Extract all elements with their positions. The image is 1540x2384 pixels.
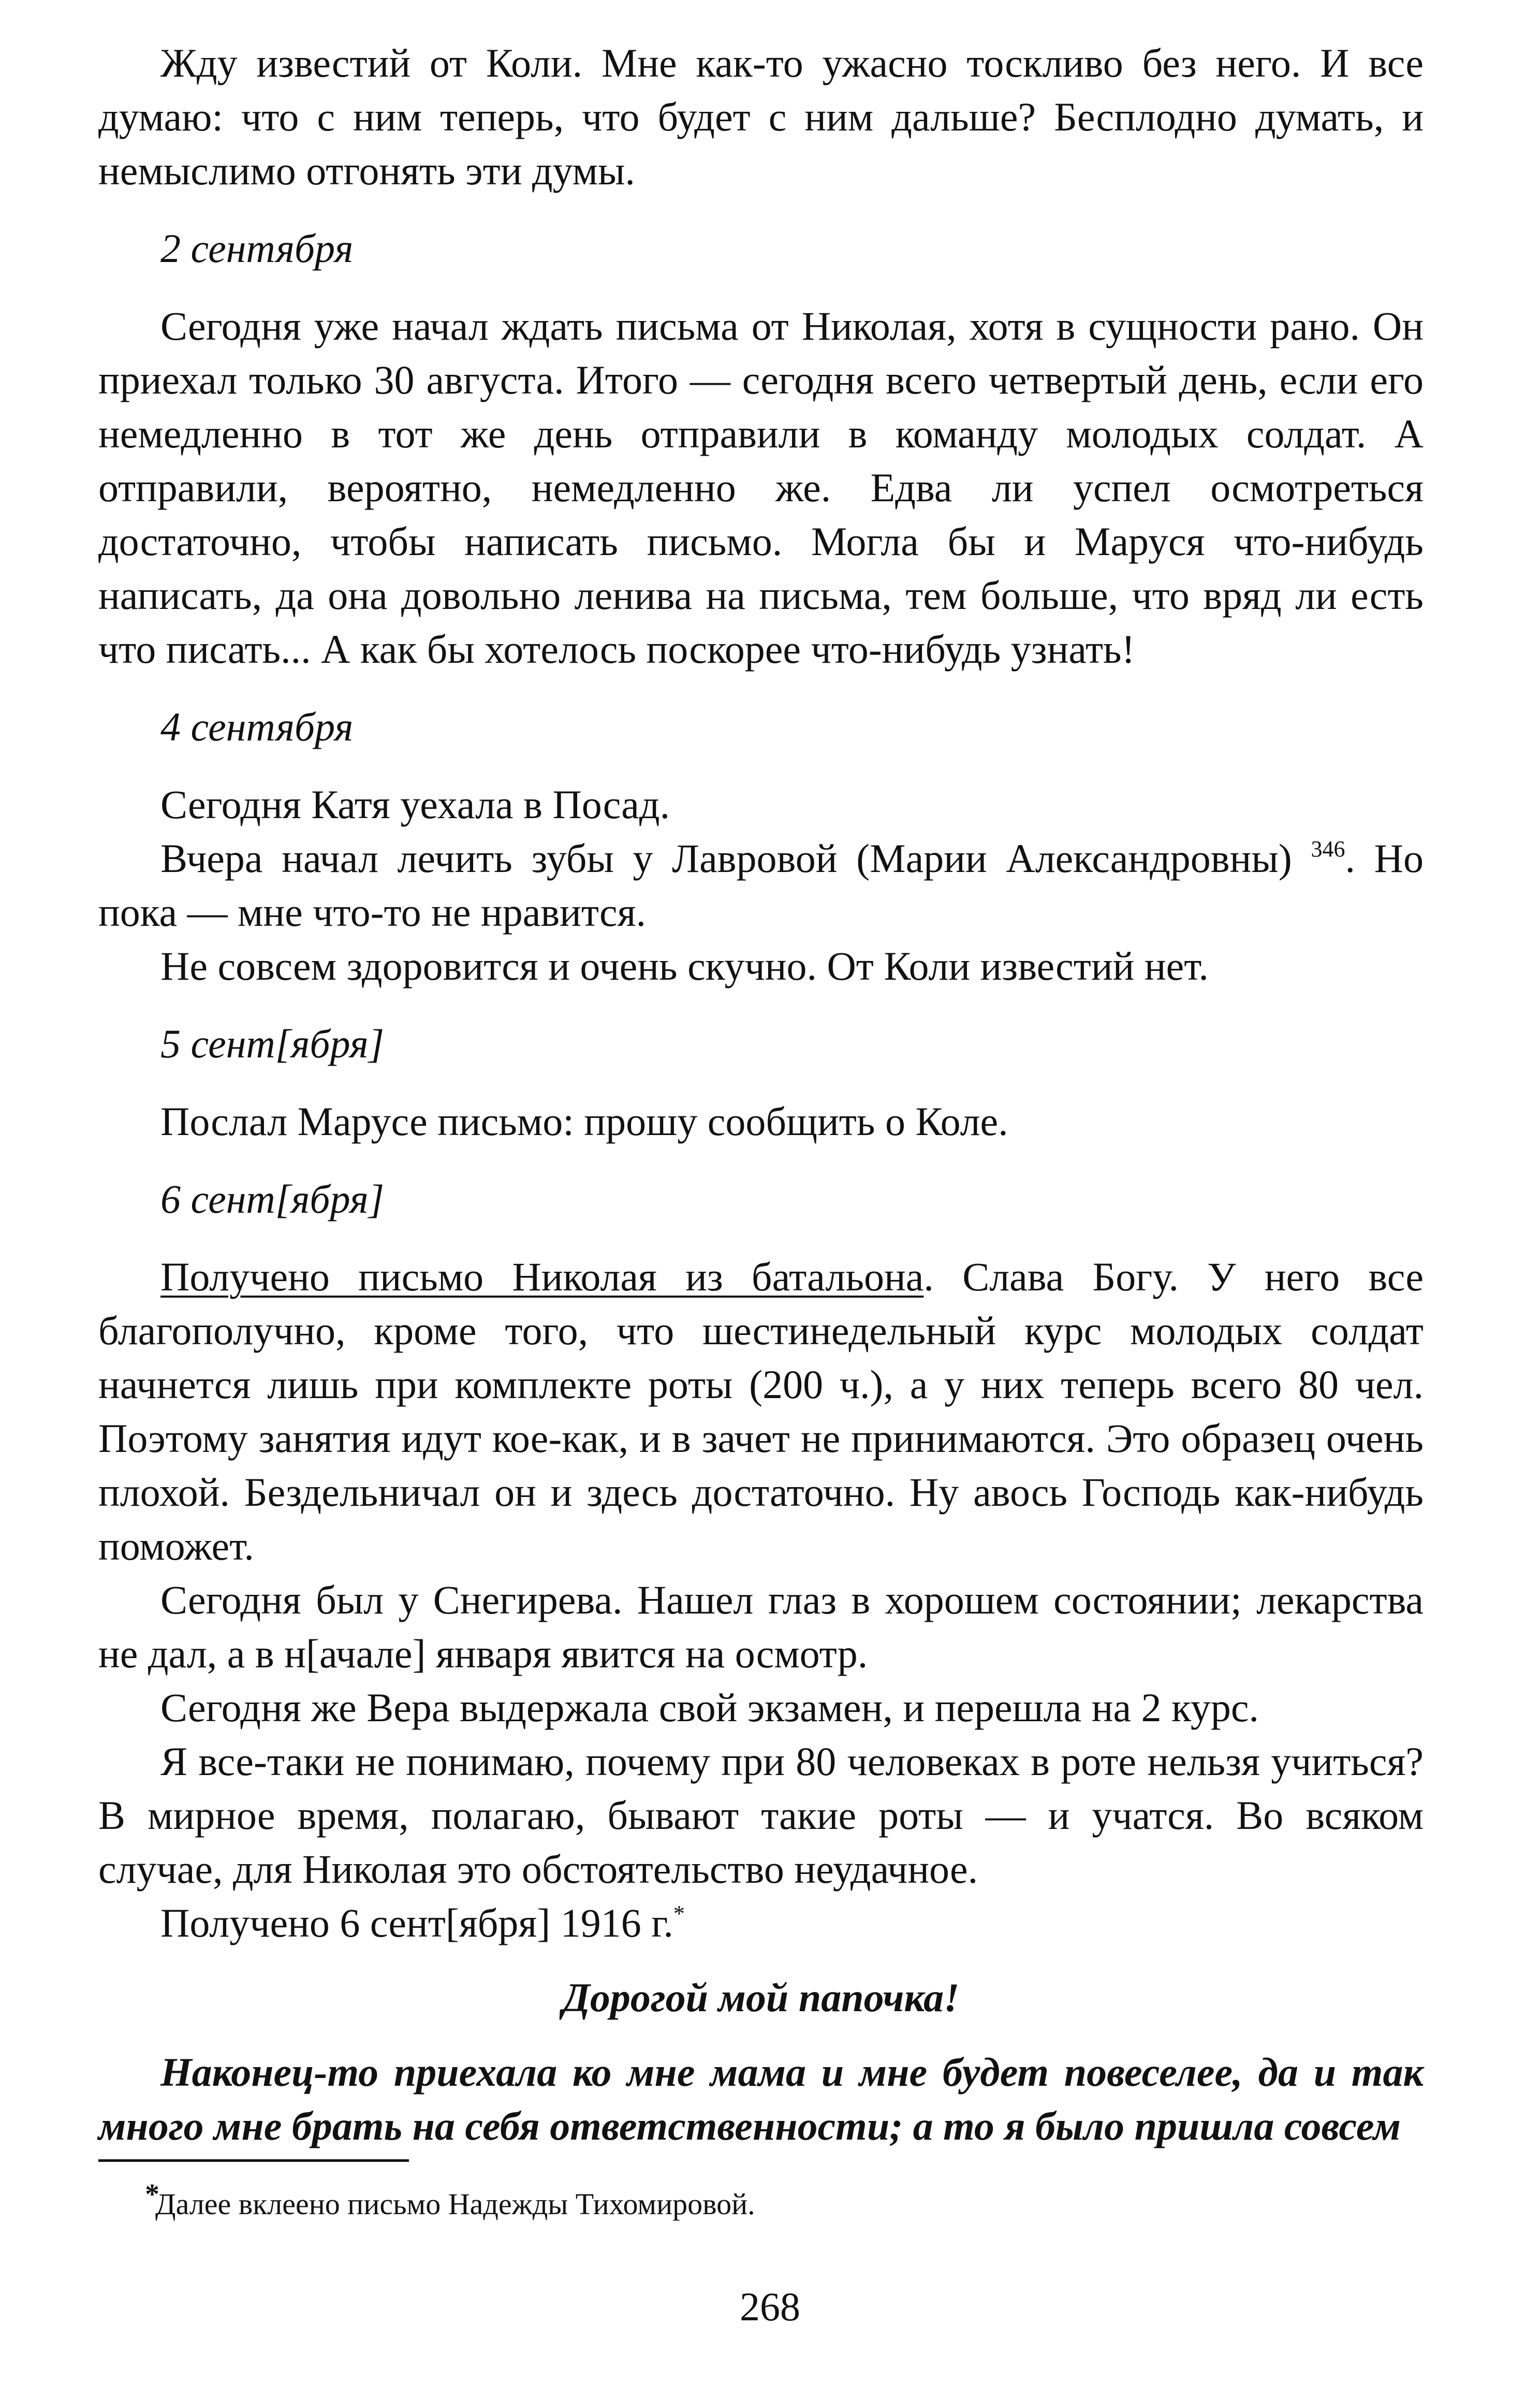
paragraph-text: . Слава Богу. У него все благополучно, кроме того, что шестинедельный курс молодых солдат начнется лишь при комплекте роты (200 ч.), а у них теперь всего 80 чел. Поэтому занятия идут кое-как, и в зачет не принимаются. Это образец очень плохой. Бездельничал он и здесь достаточно. Ну авось Господь как-нибудь поможет.	[98, 1254, 1424, 1568]
paragraph	[98, 1896, 1424, 1950]
paragraph	[98, 1095, 1424, 1149]
date-heading: 5 сент[ября]	[160, 1021, 385, 1066]
date-heading: 2 сентября	[160, 226, 354, 271]
page-number: 268	[740, 2284, 800, 2329]
footnote-divider	[98, 2159, 409, 2162]
paragraph	[98, 1681, 1424, 1735]
paragraph	[98, 778, 1424, 832]
paragraph	[98, 36, 1424, 198]
paragraph	[98, 1735, 1424, 1896]
paragraph-text: Вчера начал лечить зубы у Лавровой (Марии Александровны)	[160, 836, 1292, 881]
underlined-text: Получено письмо Николая из батальона	[160, 1254, 924, 1299]
paragraph	[98, 299, 1424, 676]
paragraph-text: Жду известий от Коли. Мне как-то ужасно тоскливо без него. И все думаю: что с ним теперь, что будет с ним дальше? Бесплодно думать, и немыслимо отгонять эти думы.	[98, 40, 1424, 193]
letter-paragraph	[98, 2045, 1424, 2153]
letter-salutation: Дорогой мой папочка!	[562, 1975, 960, 2020]
paragraph-text: Не совсем здоровится и очень скучно. От Коли известий нет.	[160, 943, 1209, 989]
paragraph-text: Послал Марусе письмо: прошу сообщить о Коле.	[160, 1099, 1008, 1144]
paragraph-text: . Но пока — мне что-то не нравится.	[98, 836, 1424, 935]
paragraph-text: Сегодня уже начал ждать письма от Николая, хотя в сущности рано. Он приехал только 30 августа. Итого — сегодня всего четвертый день, если его немедленно в тот же день отправили в команду молодых солдат. А отправили, вероятно, немедленно же. Едва ли успел осмотреться достаточно, чтобы написать письмо. Могла бы и Маруся что-нибудь написать, да она довольно ленива на письма, тем больше, что вряд ли есть что писать... А как бы хотелось поскорее что-нибудь узнать!	[98, 303, 1424, 672]
paragraph-text: Я все-таки не понимаю, почему при 80 человеках в роте нельзя учиться? В мирное время, полагаю, бывают такие роты — и учатся. Во всяком случае, для Николая это обстоятельство неудачное.	[98, 1739, 1424, 1892]
paragraph-text: Сегодня был у Снегирева. Нашел глаз в хорошем состоянии; лекарства не дал, а в н[ачале] января явится на осмотр.	[98, 1577, 1424, 1676]
footnote-text: Далее вклеено письмо Надежды Тихомировой.	[155, 2187, 755, 2221]
footnote-mark: *	[145, 2178, 159, 2211]
footnote-reference: 346	[1311, 836, 1345, 862]
paragraph	[98, 939, 1424, 993]
paragraph-text: Сегодня же Вера выдержала свой экзамен, и перешла на 2 курс.	[160, 1685, 1259, 1730]
footnote-marker: *	[673, 1901, 685, 1926]
paragraph	[98, 1573, 1424, 1681]
paragraph	[98, 1250, 1424, 1573]
date-heading: 6 сент[ября]	[160, 1176, 385, 1222]
paragraph-text: Получено 6 сент[ября] 1916 г.	[160, 1900, 673, 1945]
paragraph	[98, 832, 1424, 939]
date-heading: 4 сентября	[160, 704, 354, 749]
letter-text: Наконец-то приехала ко мне мама и мне будет повеселее, да и так много мне брать на себя ответственности; а то я было пришла совсем	[98, 2049, 1424, 2148]
paragraph-text: Сегодня Катя уехала в Посад.	[160, 782, 670, 827]
text-column	[98, 36, 1424, 2153]
